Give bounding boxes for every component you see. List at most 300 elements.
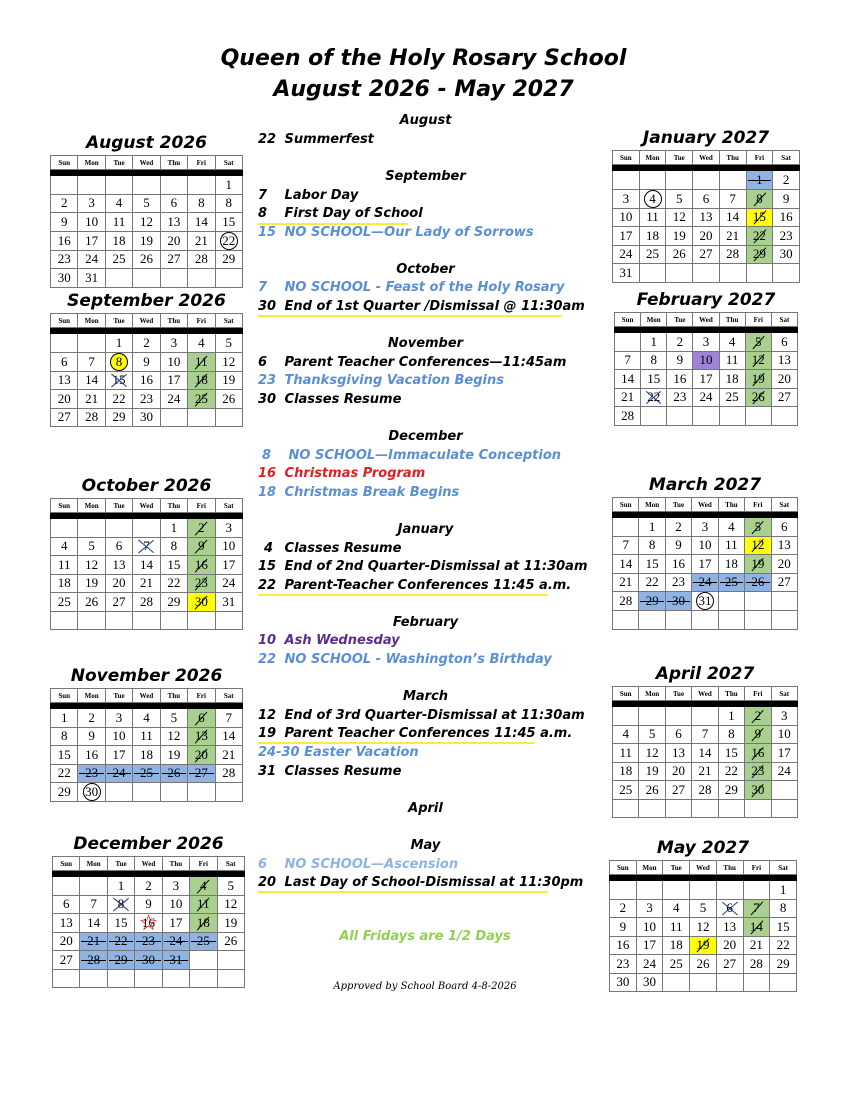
calendar-day: 9	[665, 536, 691, 555]
heading-february: February	[392, 615, 459, 630]
calendar-day: 18	[51, 574, 78, 593]
highlight-underline	[258, 315, 562, 317]
calendar-day: 17	[215, 556, 242, 575]
calendar-day: 19	[160, 746, 187, 765]
calendar-empty-cell	[133, 176, 160, 195]
calendar-day: 1	[718, 707, 744, 726]
calendar-empty-cell	[51, 176, 78, 195]
calendar-day: 10	[162, 895, 189, 914]
calendar-day: 28	[188, 250, 215, 269]
calendar-title: October 2026	[81, 476, 212, 496]
calendar-day: 16	[51, 231, 78, 250]
calendar-empty-cell	[188, 611, 215, 630]
calendar-title: August 2026	[85, 133, 207, 153]
calendar-empty-cell	[160, 611, 187, 630]
calendar-day: 12	[160, 727, 187, 746]
calendar-day: 29	[160, 593, 187, 612]
weekday-header: Thu	[160, 156, 187, 170]
event-feb-ash-wednesday: 10 Ash Wednesday	[258, 633, 400, 648]
calendar-empty-cell	[613, 707, 639, 726]
calendar-day: 30	[51, 269, 78, 288]
calendar-day: 15	[718, 744, 744, 763]
weekday-header: Sat	[771, 498, 797, 512]
weekday-header: Sat	[215, 499, 242, 513]
calendar-day: 19	[690, 936, 717, 955]
calendar-grid	[50, 498, 243, 630]
calendar-day: 27	[188, 764, 215, 783]
calendar-day: 25	[639, 245, 666, 264]
calendar-day: 27	[771, 573, 797, 592]
calendar-day: 8	[160, 537, 187, 556]
school-year-title: August 2026 - May 2027	[273, 77, 574, 102]
event-feb-no-school: 22 NO SCHOOL - Washington’s Birthday	[258, 652, 552, 667]
calendar-day: 20	[105, 574, 132, 593]
calendar-day: 2	[135, 877, 162, 896]
school-title: Queen of the Holy Rosary School	[220, 46, 627, 71]
weekday-header: Sun	[613, 151, 640, 165]
weekday-header: Sun	[613, 498, 639, 512]
calendar-day: 16	[78, 746, 105, 765]
weekday-header: Thu	[716, 861, 743, 875]
calendar-day: 20	[160, 231, 187, 250]
calendar-day: 2	[78, 709, 105, 728]
calendar-empty-cell	[665, 707, 691, 726]
weekday-header: Fri	[743, 861, 770, 875]
weekday-header: Wed	[135, 857, 162, 871]
calendar-empty-cell	[160, 408, 187, 427]
calendar-day: 22	[718, 762, 744, 781]
calendar-day: 7	[719, 189, 746, 208]
calendar-day: 23	[773, 227, 800, 246]
calendar-day: 16	[133, 371, 160, 390]
weekday-header: Sat	[215, 156, 242, 170]
calendar-empty-cell	[51, 334, 78, 353]
weekday-header: Thu	[160, 689, 187, 703]
event-may-last-day: 20 Last Day of School-Dismissal at 11:30pm	[258, 875, 584, 890]
calendar-day: 8	[215, 194, 242, 213]
calendar-day: 12	[690, 918, 717, 937]
weekday-header: Sun	[53, 857, 80, 871]
calendar-day: 3	[105, 709, 132, 728]
calendar-day: 9	[610, 918, 637, 937]
weekday-header: Fri	[745, 687, 771, 701]
weekday-header: Sat	[217, 857, 244, 871]
calendar-empty-cell	[613, 799, 639, 818]
calendar-day: 18	[188, 371, 215, 390]
calendar-day: 23	[610, 955, 637, 974]
calendar-empty-cell	[105, 611, 132, 630]
calendar-day: 18	[133, 746, 160, 765]
calendar-day: 3	[78, 194, 105, 213]
calendar-day: 7	[80, 895, 107, 914]
calendar-title: May 2027	[656, 838, 750, 858]
calendar-day: 15	[746, 208, 773, 227]
calendar-day: 26	[639, 781, 665, 800]
calendar-day: 31	[692, 592, 718, 611]
calendar-empty-cell	[215, 408, 242, 427]
calendar-day: 13	[105, 556, 132, 575]
calendar-grid	[52, 856, 245, 988]
calendar-day: 12	[133, 213, 160, 232]
calendar-day: 11	[51, 556, 78, 575]
calendar-day: 2	[665, 518, 691, 537]
calendar-empty-cell	[188, 269, 215, 288]
calendar-empty-cell	[78, 611, 105, 630]
calendar-empty-cell	[105, 783, 132, 802]
weekday-header: Wed	[693, 313, 719, 327]
calendar-day: 26	[745, 388, 771, 407]
calendar-day: 6	[53, 895, 80, 914]
calendar-day: 25	[188, 390, 215, 409]
weekday-header: Mon	[80, 857, 107, 871]
calendar-day: 21	[215, 746, 242, 765]
weekday-header: Sat	[771, 313, 797, 327]
weekday-header: Wed	[692, 687, 718, 701]
event-nov-thanksgiving: 23 Thanksgiving Vacation Begins	[258, 373, 505, 388]
calendar-day: 28	[719, 245, 746, 264]
calendar-day: 29	[215, 250, 242, 269]
weekday-header: Thu	[719, 151, 746, 165]
event-jan-conferences: 22 Parent-Teacher Conferences 11:45 a.m.	[258, 578, 572, 593]
calendar-day: 17	[162, 914, 189, 933]
event-dec-break: 18 Christmas Break Begins	[258, 485, 460, 500]
calendar-day: 10	[771, 725, 797, 744]
calendar-day: 5	[639, 725, 665, 744]
calendar-day: 20	[665, 762, 691, 781]
calendar-day: 21	[719, 227, 746, 246]
calendar-day: 15	[770, 918, 797, 937]
event-dec-no-school: 8 NO SCHOOL—Immaculate Conception	[262, 448, 562, 463]
calendar-day: 19	[745, 370, 771, 389]
calendar-day: 26	[133, 250, 160, 269]
calendar-empty-cell	[690, 973, 717, 992]
calendar-day: 30	[773, 245, 800, 264]
calendar-day: 18	[718, 555, 744, 574]
calendar-day: 4	[105, 194, 132, 213]
calendar-day: 30	[135, 951, 162, 970]
calendar-day: 30	[188, 593, 215, 612]
calendar-day: 31	[78, 269, 105, 288]
calendar-day: 16	[188, 556, 215, 575]
calendar-day: 4	[188, 334, 215, 353]
heading-april: April	[408, 801, 443, 816]
calendar-empty-cell	[160, 176, 187, 195]
calendar-day: 16	[610, 936, 637, 955]
calendar-day: 8	[718, 725, 744, 744]
calendar-day: 12	[215, 352, 242, 371]
calendar-empty-cell	[188, 408, 215, 427]
calendar-day: 24	[162, 932, 189, 951]
calendar-day: 7	[78, 352, 105, 371]
calendar-day: 4	[613, 725, 639, 744]
calendar-day: 27	[51, 408, 78, 427]
calendar-day: 4	[718, 518, 744, 537]
calendar-day: 27	[53, 951, 80, 970]
calendar-day: 27	[693, 245, 720, 264]
calendar-day: 13	[665, 744, 691, 763]
calendar-day: 6	[51, 352, 78, 371]
calendar-day: 11	[105, 213, 132, 232]
calendar-day: 17	[771, 744, 797, 763]
calendar-day: 13	[188, 727, 215, 746]
calendar-title: April 2027	[655, 664, 755, 684]
event-oct-no-school: 7 NO SCHOOL - Feast of the Holy Rosary	[258, 280, 565, 295]
calendar-empty-cell	[78, 519, 105, 538]
calendar-day: 25	[663, 955, 690, 974]
calendar-empty-cell	[53, 877, 80, 896]
calendar-day: 25	[51, 593, 78, 612]
calendar-day: 13	[771, 351, 797, 370]
calendar-title: September 2026	[67, 291, 226, 311]
calendar-day: 11	[663, 918, 690, 937]
calendar-day: 8	[641, 351, 667, 370]
calendar-day: 1	[51, 709, 78, 728]
calendar-empty-cell	[217, 969, 244, 988]
calendar-empty-cell	[716, 881, 743, 900]
weekday-header: Tue	[105, 689, 132, 703]
calendar-empty-cell	[665, 611, 691, 630]
calendar-day: 24	[78, 250, 105, 269]
calendar-day: 19	[217, 914, 244, 933]
calendar-day: 29	[746, 245, 773, 264]
heading-january: January	[397, 522, 454, 537]
calendar-day: 14	[188, 213, 215, 232]
calendar-empty-cell	[771, 781, 797, 800]
calendar-day: 14	[215, 727, 242, 746]
calendar-day: 8	[51, 727, 78, 746]
weekday-header: Mon	[639, 687, 665, 701]
calendar-empty-cell	[105, 176, 132, 195]
calendar-day: 3	[215, 519, 242, 538]
heading-october: October	[396, 262, 455, 277]
calendar-day: 26	[666, 245, 693, 264]
calendar-day: 11	[639, 208, 666, 227]
calendar-empty-cell	[160, 269, 187, 288]
calendar-day: 29	[770, 955, 797, 974]
calendar-day: 28	[615, 407, 641, 426]
calendar-day: 26	[160, 764, 187, 783]
weekday-header: Fri	[745, 313, 771, 327]
calendar-day: 3	[613, 189, 640, 208]
weekday-header: Thu	[160, 314, 187, 328]
calendar-grid	[612, 150, 800, 283]
weekday-header: Tue	[663, 861, 690, 875]
calendar-day: 6	[716, 899, 743, 918]
calendar-day: 10	[160, 352, 187, 371]
calendar-empty-cell	[665, 799, 691, 818]
calendar-empty-cell	[133, 611, 160, 630]
calendar-day: 13	[716, 918, 743, 937]
calendar-day: 25	[133, 764, 160, 783]
calendar-empty-cell	[693, 171, 720, 190]
calendar-day: 4	[719, 333, 745, 352]
event-dec-christmas-program: 16 Christmas Program	[258, 466, 426, 481]
weekday-header: Mon	[78, 689, 105, 703]
calendar-day: 12	[78, 556, 105, 575]
calendar-day: 11	[190, 895, 217, 914]
calendar-day: 28	[692, 781, 718, 800]
calendar-empty-cell	[743, 881, 770, 900]
calendar-empty-cell	[217, 951, 244, 970]
calendar-day: 2	[667, 333, 693, 352]
calendar-empty-cell	[135, 969, 162, 988]
calendar-day: 23	[188, 574, 215, 593]
event-sep-labor-day: 7 Labor Day	[258, 188, 359, 203]
calendar-empty-cell	[215, 269, 242, 288]
calendar-empty-cell	[188, 783, 215, 802]
calendar-day: 1	[639, 518, 665, 537]
calendar-day: 8	[188, 194, 215, 213]
calendar-day: 29	[107, 951, 134, 970]
calendar-day: 25	[105, 250, 132, 269]
calendar-empty-cell	[105, 269, 132, 288]
calendar-day: 11	[133, 727, 160, 746]
calendar-day: 15	[639, 555, 665, 574]
highlight-underline	[258, 742, 534, 744]
calendar-empty-cell	[215, 611, 242, 630]
heading-march: March	[402, 689, 449, 704]
calendar-day: 10	[105, 727, 132, 746]
calendar-day: 10	[613, 208, 640, 227]
calendar-day: 1	[107, 877, 134, 896]
calendar-day: 13	[160, 213, 187, 232]
calendar-day: 21	[743, 936, 770, 955]
calendar-day: 9	[135, 895, 162, 914]
calendar-day: 18	[719, 370, 745, 389]
weekday-header: Tue	[107, 857, 134, 871]
calendar-empty-cell	[613, 171, 640, 190]
calendar-day: 11	[613, 744, 639, 763]
calendar-empty-cell	[78, 176, 105, 195]
calendar-day: 24	[692, 573, 718, 592]
weekday-header: Mon	[639, 498, 665, 512]
calendar-day: 7	[215, 709, 242, 728]
calendar-day: 10	[692, 536, 718, 555]
weekday-header: Thu	[718, 498, 744, 512]
weekday-header: Fri	[188, 314, 215, 328]
calendar-day: 3	[693, 333, 719, 352]
calendar-day: 23	[665, 573, 691, 592]
calendar-empty-cell	[716, 973, 743, 992]
weekday-header: Wed	[133, 314, 160, 328]
calendar-day: 2	[51, 194, 78, 213]
fridays-note: All Fridays are 1/2 Days	[339, 929, 511, 944]
calendar-day: 18	[613, 762, 639, 781]
calendar-day: 24	[693, 388, 719, 407]
calendar-day: 1	[770, 881, 797, 900]
calendar-empty-cell	[770, 973, 797, 992]
calendar-empty-cell	[663, 973, 690, 992]
calendar-day: 14	[80, 914, 107, 933]
calendar-day: 8	[770, 899, 797, 918]
calendar-day: 6	[105, 537, 132, 556]
calendar-day: 12	[745, 536, 771, 555]
calendar-day: 16	[665, 555, 691, 574]
calendar-empty-cell	[613, 611, 639, 630]
calendar-day: 20	[716, 936, 743, 955]
calendar-empty-cell	[745, 799, 771, 818]
calendar-day: 4	[663, 899, 690, 918]
calendar-day: 21	[615, 388, 641, 407]
event-aug-summerfest: 22 Summerfest	[258, 132, 374, 147]
weekday-header: Wed	[133, 156, 160, 170]
calendar-day: 4	[51, 537, 78, 556]
calendar-empty-cell	[636, 881, 663, 900]
calendar-empty-cell	[771, 799, 797, 818]
calendar-empty-cell	[190, 951, 217, 970]
weekday-header: Wed	[133, 499, 160, 513]
calendar-day: 16	[667, 370, 693, 389]
calendar-day: 10	[78, 213, 105, 232]
calendar-day: 4	[639, 189, 666, 208]
weekday-header: Mon	[636, 861, 663, 875]
calendar-grid	[50, 155, 243, 288]
calendar-day: 29	[718, 781, 744, 800]
calendar-day: 18	[639, 227, 666, 246]
calendar-day: 19	[745, 555, 771, 574]
calendar-day: 6	[693, 189, 720, 208]
calendar-day: 5	[666, 189, 693, 208]
calendar-empty-cell	[693, 407, 719, 426]
calendar-day: 3	[160, 334, 187, 353]
calendar-day: 30	[665, 592, 691, 611]
calendar-day: 21	[613, 573, 639, 592]
calendar-day: 24	[215, 574, 242, 593]
calendar-title: March 2027	[648, 475, 762, 495]
weekday-header: Sat	[770, 861, 797, 875]
calendar-day: 4	[190, 877, 217, 896]
calendar-day: 5	[160, 709, 187, 728]
weekday-header: Tue	[666, 151, 693, 165]
calendar-day: 8	[105, 352, 132, 371]
calendar-day: 23	[745, 762, 771, 781]
calendar-day: 12	[666, 208, 693, 227]
calendar-day: 30	[78, 783, 105, 802]
calendar-day: 8	[746, 189, 773, 208]
calendar-day: 28	[215, 764, 242, 783]
calendar-title: December 2026	[73, 834, 224, 854]
calendar-empty-cell	[188, 176, 215, 195]
calendar-day: 9	[745, 725, 771, 744]
weekday-header: Thu	[160, 499, 187, 513]
calendar-day: 2	[188, 519, 215, 538]
calendar-day: 31	[215, 593, 242, 612]
calendar-day: 12	[639, 744, 665, 763]
weekday-header: Wed	[692, 498, 718, 512]
calendar-day: 30	[133, 408, 160, 427]
calendar-day: 2	[773, 171, 800, 190]
calendar-empty-cell	[615, 333, 641, 352]
calendar-empty-cell	[133, 519, 160, 538]
weekday-header: Fri	[745, 498, 771, 512]
weekday-header: Thu	[162, 857, 189, 871]
calendar-empty-cell	[639, 707, 665, 726]
calendar-day: 15	[107, 914, 134, 933]
calendar-day: 27	[771, 388, 797, 407]
calendar-day: 6	[665, 725, 691, 744]
calendar-day: 22	[160, 574, 187, 593]
calendar-title: January 2027	[642, 128, 770, 148]
calendar-day: 8	[639, 536, 665, 555]
calendar-day: 19	[133, 231, 160, 250]
weekday-header: Sat	[215, 314, 242, 328]
calendar-day: 18	[663, 936, 690, 955]
weekday-header: Tue	[667, 313, 693, 327]
calendar-day: 2	[745, 707, 771, 726]
calendar-day: 24	[105, 764, 132, 783]
calendar-empty-cell	[639, 799, 665, 818]
calendar-day: 4	[133, 709, 160, 728]
